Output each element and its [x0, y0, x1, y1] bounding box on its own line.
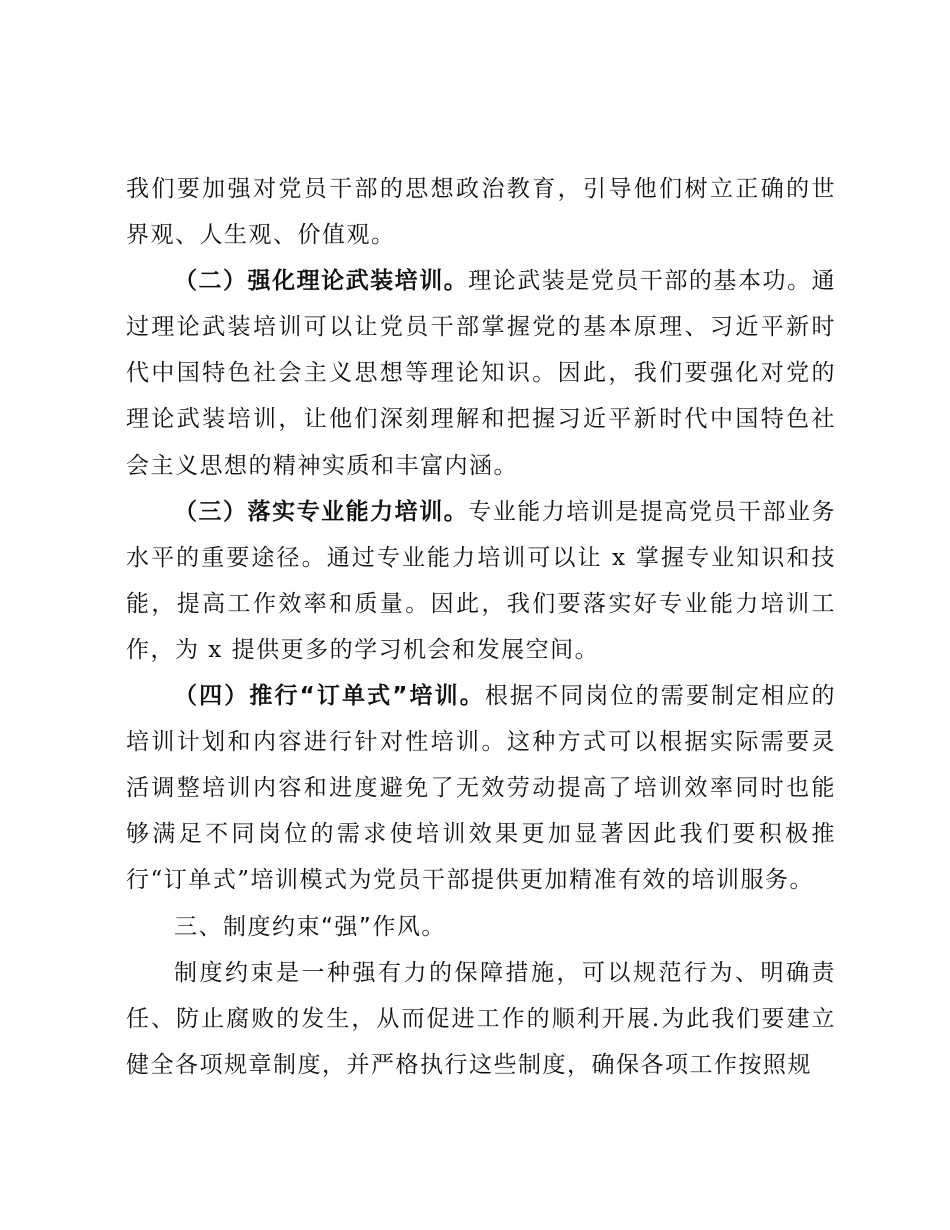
paragraph-professional-training	[126, 489, 836, 673]
paragraph-theory-training	[126, 258, 836, 488]
paragraph-lead: （四）推行“订单式”培训。	[174, 683, 485, 710]
paragraph-education	[126, 166, 836, 258]
paragraph-text: 制度约束是一种强有力的保障措施，可以规范行为、明确责任、防止腐败的发生，从而促进工作的顺利开展.为此我们要建立健全各项规章制度，并严格执行这些制度，确保各项工作按照规	[126, 959, 836, 1078]
paragraph-text: 专业能力培训是提高党员干部业务水平的重要途径。通过专业能力培训可以让 x 掌握专业知识和技能，提高工作效率和质量。因此，我们要落实好专业能力培训工作，为 x 提供更多的学习机会和发展空间。	[126, 498, 837, 663]
document-body	[126, 166, 836, 1088]
section-heading: 三、制度约束“强”作风。	[174, 913, 446, 940]
paragraph-text: 根据不同岗位的需要制定相应的培训计划和内容进行针对性培训。这种方式可以根据实际需要灵活调整培训内容和进度避免了无效劳动提高了培训效率同时也能够满足不同岗位的需求使培训效果更加显著因此我们要积极推行“订单式”培训模式为党员干部提供更加精准有效的培训服务。	[126, 683, 837, 894]
paragraph-text: 理论武装是党员干部的基本功。通过理论武装培训可以让党员干部掌握党的基本原理、习近平新时代中国特色社会主义思想等理论知识。因此，我们要强化对党的理论武装培训，让他们深刻理解和把握习近平新时代中国特色社会主义思想的精神实质和丰富内涵。	[126, 268, 837, 479]
paragraph-text: 我们要加强对党员干部的思想政治教育，引导他们树立正确的世界观、人生观、价值观。	[126, 176, 836, 249]
paragraph-lead: （三）落实专业能力培训。	[174, 498, 469, 525]
paragraph-lead: （二）强化理论武装培训。	[174, 268, 469, 295]
paragraph-order-training	[126, 673, 836, 903]
paragraph-institutional-constraint	[126, 950, 836, 1088]
